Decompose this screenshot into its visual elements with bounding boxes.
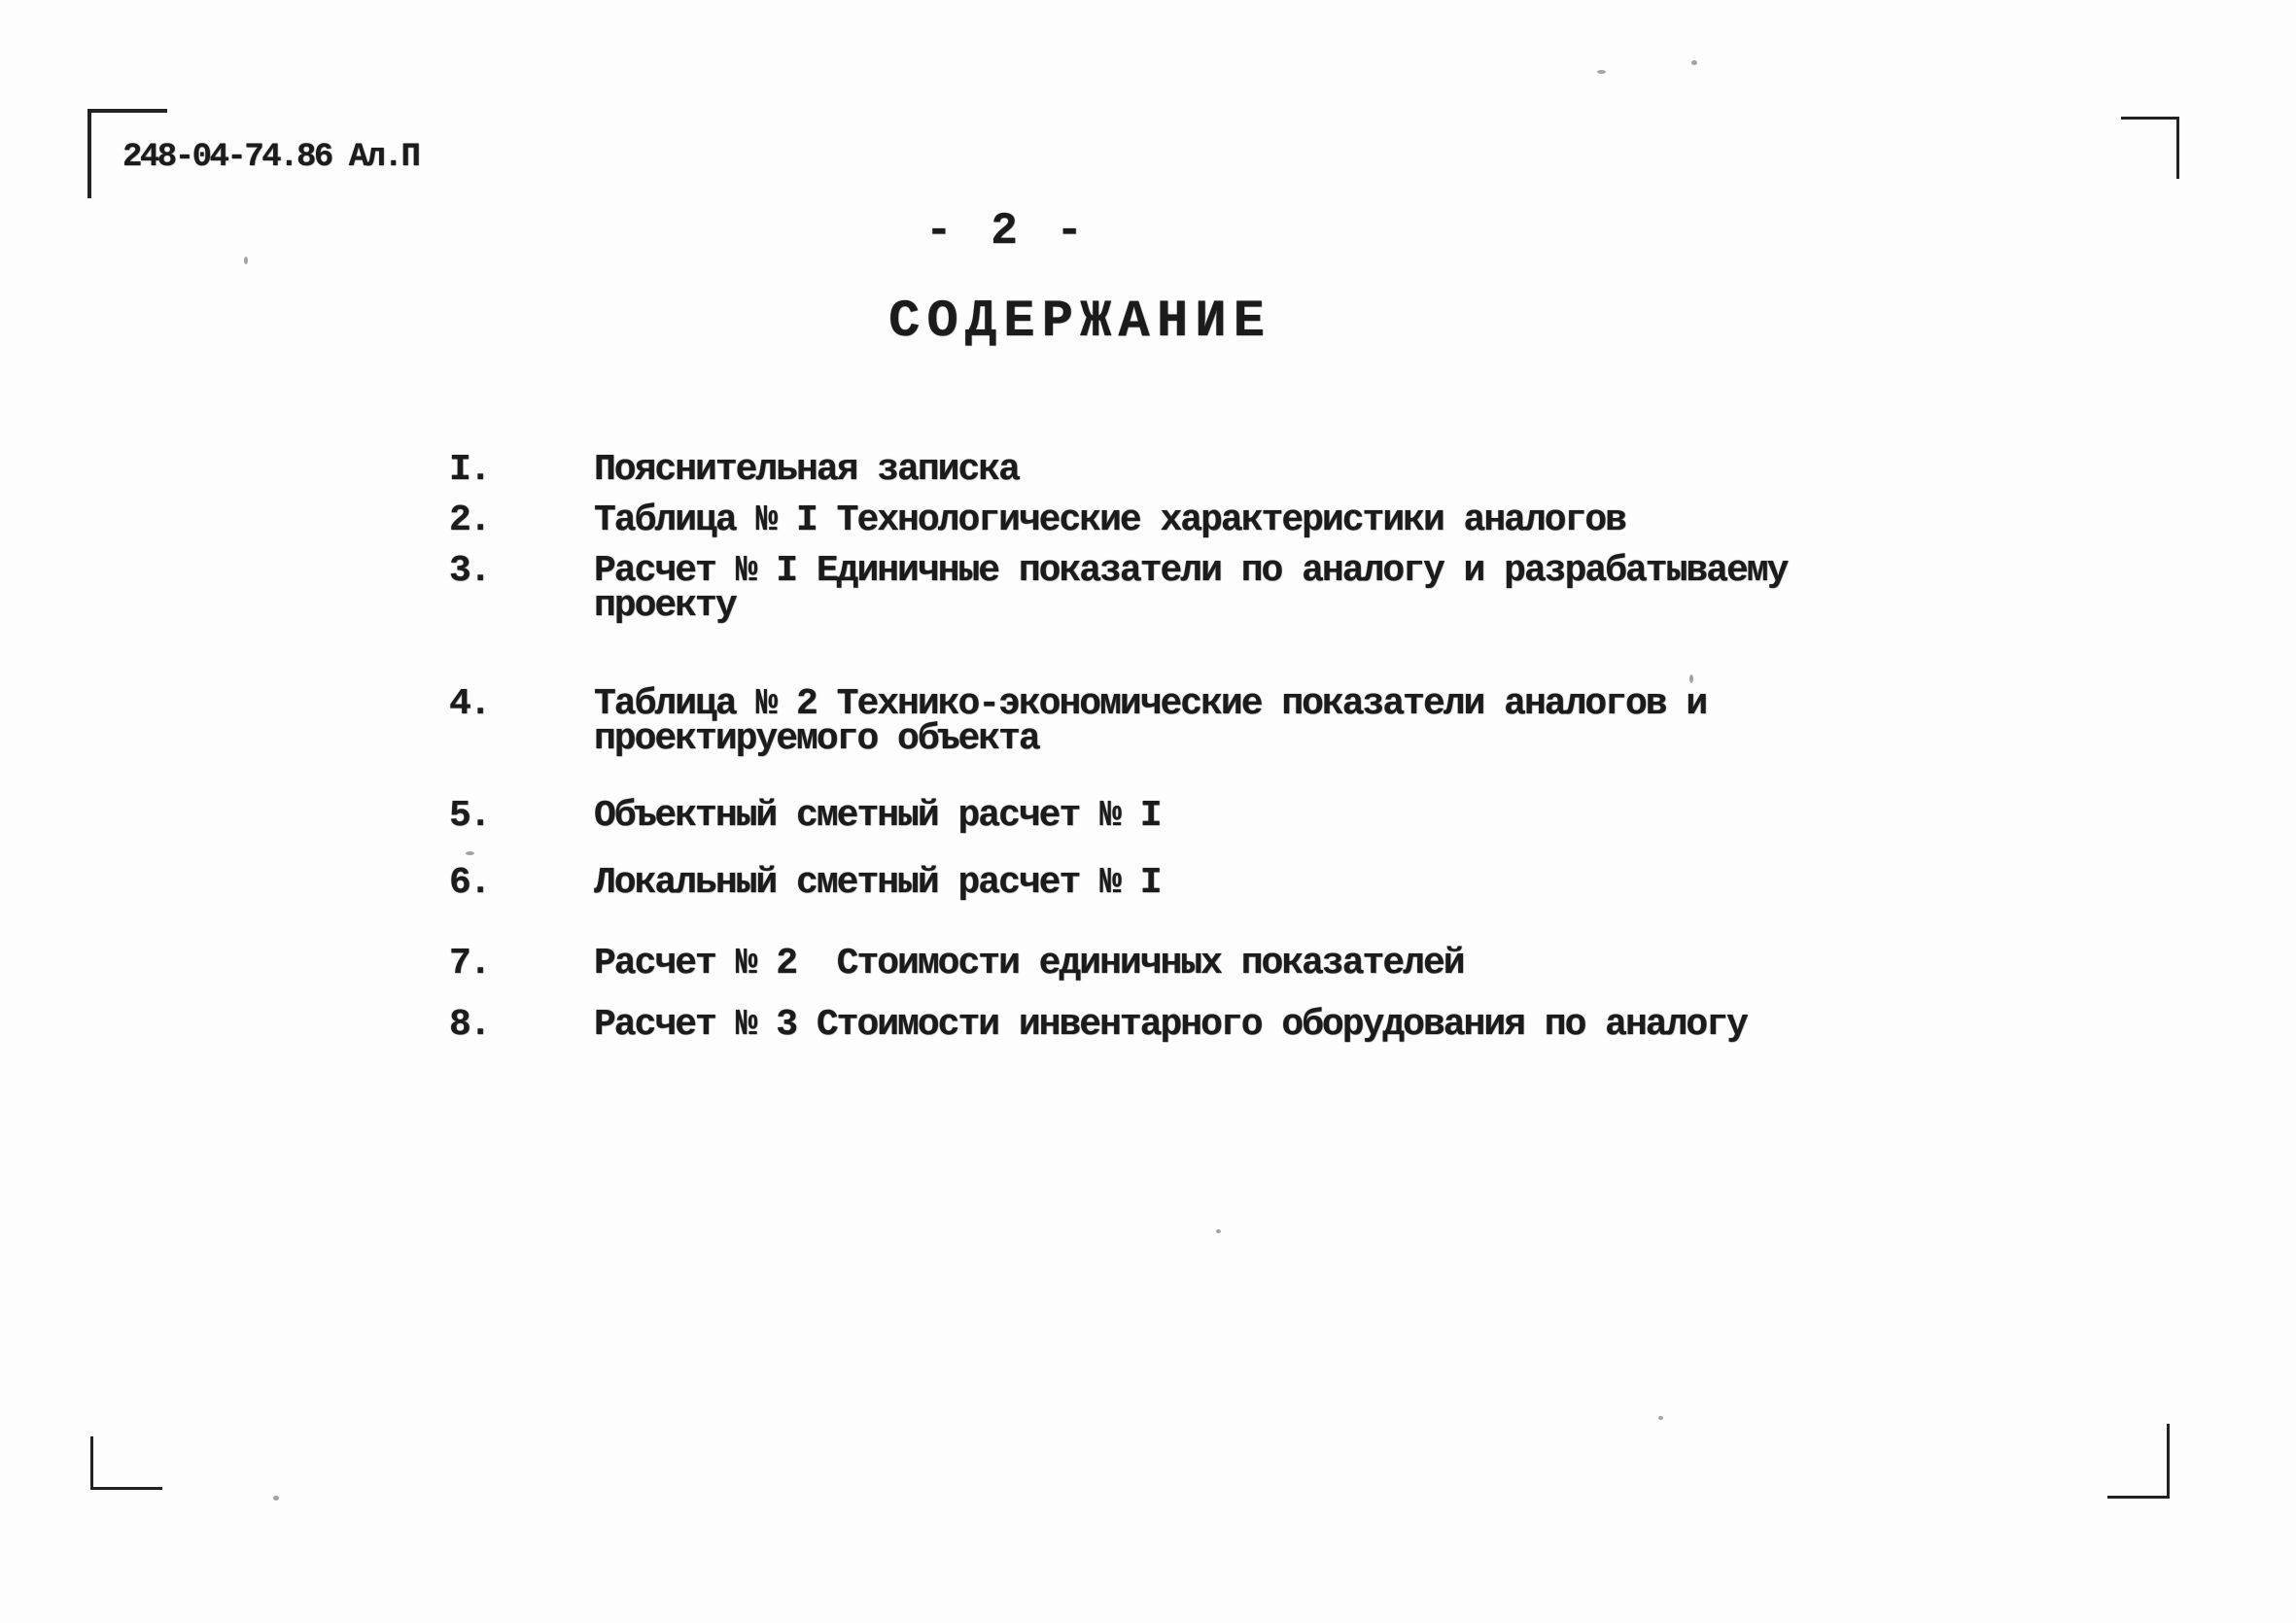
toc-item: [449, 683, 1809, 760]
toc-item-text: Расчет № I Единичные показатели по аналогу и разрабатываему проекту: [594, 550, 1808, 627]
toc-item-number: 4.: [449, 683, 490, 725]
scan-speck: [273, 1496, 279, 1501]
scan-speck: [244, 257, 248, 264]
page-number: - 2 -: [925, 206, 1084, 257]
scan-speck: [1216, 1229, 1221, 1233]
toc-item-text: Таблица № I Технологические характеристики аналогов: [594, 500, 1625, 541]
toc-item-number: 3.: [449, 550, 490, 592]
toc-item: [449, 550, 1809, 627]
scan-speck: [1691, 60, 1697, 65]
toc-item-number: 6.: [449, 862, 490, 904]
toc-item-text: Таблица № 2 Технико-экономические показатели аналогов и проектируемого объекта: [594, 683, 1727, 760]
crop-mark-bottom-right: [2107, 1424, 2170, 1499]
toc-item-number: 7.: [449, 943, 490, 984]
toc-item-number: 5.: [449, 795, 490, 837]
toc-item: [449, 1004, 1809, 1046]
toc-item: [449, 500, 1809, 541]
scan-speck: [1658, 1416, 1663, 1420]
toc-title: СОДЕРЖАНИЕ: [888, 293, 1272, 352]
scan-speck: [1689, 674, 1693, 683]
toc-item-number: I.: [449, 449, 490, 491]
toc-item-text: Расчет № 2 Стоимости единичных показателей: [594, 943, 1464, 984]
toc-item: [449, 795, 1809, 837]
toc-item-text: Локальный сметный расчет № I: [594, 862, 1161, 904]
scan-speck: [466, 851, 474, 855]
toc-item-text: Пояснительная записка: [594, 449, 1019, 491]
crop-mark-top-right: [2121, 117, 2179, 179]
toc-item: [449, 943, 1809, 984]
toc-item: [449, 449, 1809, 491]
crop-mark-bottom-left: [90, 1436, 162, 1490]
toc-item-number: 8.: [449, 1004, 490, 1046]
scan-speck: [1597, 70, 1606, 74]
toc-item: [449, 862, 1809, 904]
document-code: 248-04-74.86 Ал.П: [122, 139, 419, 176]
toc-item-number: 2.: [449, 500, 490, 541]
toc-item-text: Объектный сметный расчет № I: [594, 795, 1161, 837]
toc-item-text: Расчет № 3 Стоимости инвентарного оборудования по аналогу: [594, 1004, 1747, 1046]
